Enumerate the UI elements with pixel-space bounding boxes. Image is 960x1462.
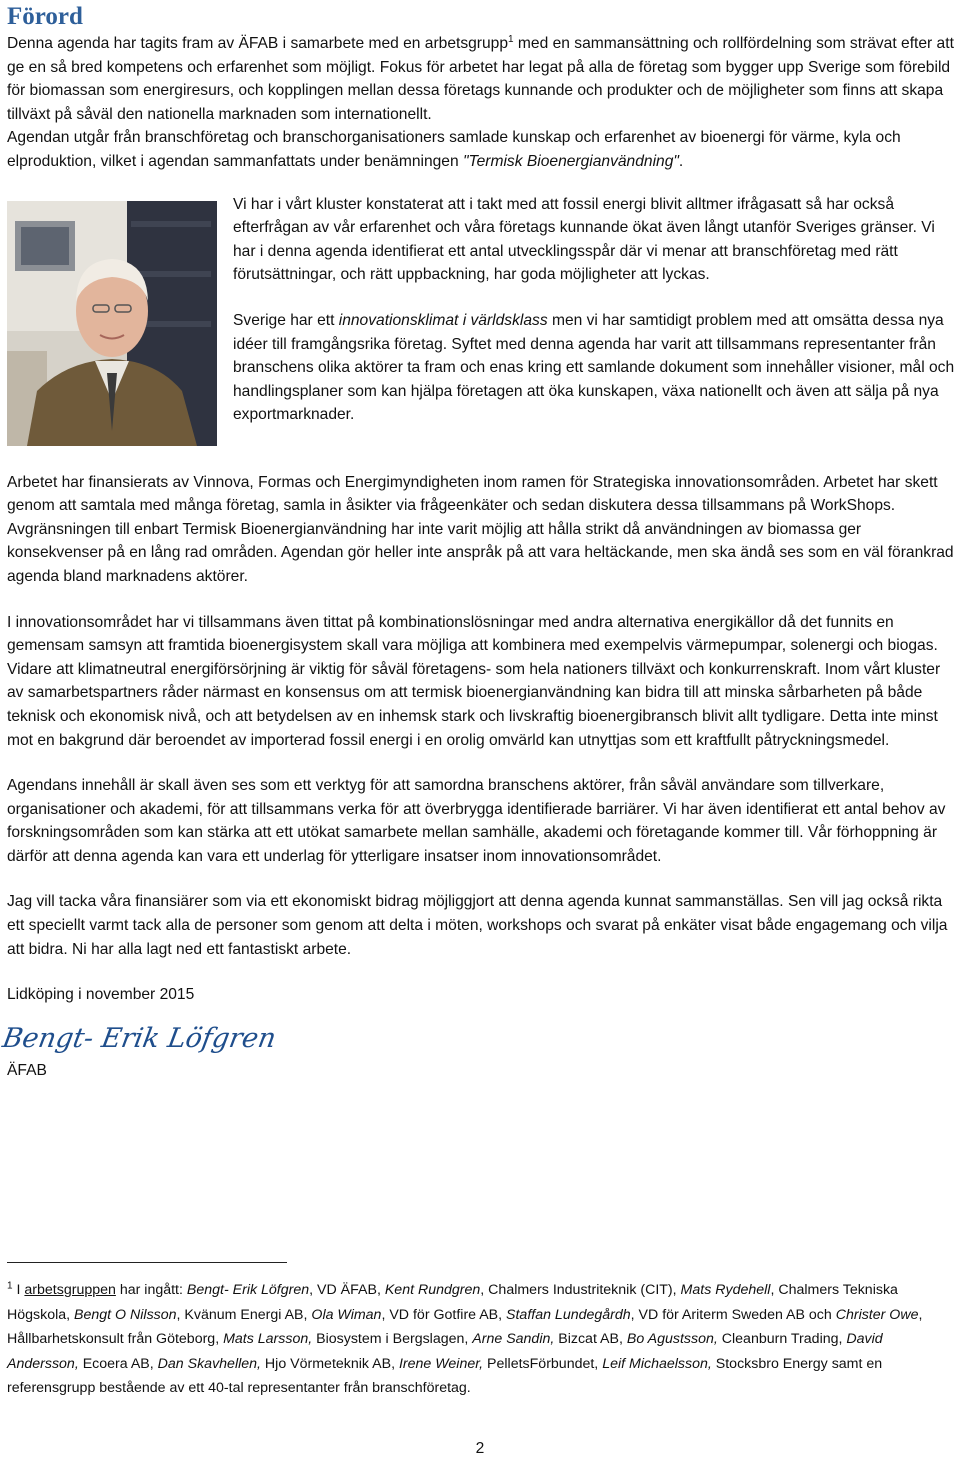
fn-text: , VD ÄFAB, [309,1282,385,1298]
fn-person: David Andersson, [7,1331,883,1372]
fn-text: , Chalmers Industriteknik (CIT), [480,1282,681,1298]
fn-text: Biosystem i Bergslagen, [312,1331,473,1348]
fn-text: Cleanburn Trading, [717,1331,847,1348]
fn-person: Christer Owe [835,1306,919,1323]
fn-person: Bengt O Nilsson [74,1306,177,1323]
climate-emphasis: innovationsklimat i världsklass [338,311,548,329]
fn-text: , VD för Ariterm Sweden AB och [630,1306,836,1323]
fn-text: , VD för Gotfire AB, [381,1306,507,1323]
spacer [7,589,957,611]
fn-person: Mats Rydehell [680,1282,771,1298]
portrait-image [7,201,217,446]
innovation-climate-paragraph [233,309,959,427]
fn-text: PelletsFörbundet, [483,1355,603,1372]
fn-text: Hjo Vörmeteknik AB, [260,1355,399,1372]
signature [0,1015,957,1059]
fn-text: Ecoera AB, [78,1355,158,1372]
intro-text-end: . [678,152,684,170]
fn-person: Bo Agustsson, [626,1331,718,1348]
fn-text: I [16,1282,25,1298]
fn-person: Dan Skavhellen, [157,1355,261,1372]
fn-person: Bengt- Erik Löfgren [186,1282,310,1298]
fn-person: Arne Sandin, [472,1331,555,1348]
place-date: Lidköping i november 2015 [7,986,195,1004]
innovation-area-paragraph: I innovationsområdet har vi tillsammans även tittat på kombinationslösningar med andra alternativa energikällor då det funnits en gemensam samsyn att framtida bioenergisystem skall vara möjliga att kombinera med exempelvis värmepumpar, solenergi och biogas. Vidare att klimatneutral energiförsörjning är viktig för såväl företagens- som hela nationers tillväxt och konkurrenskraft. Inom vårt kluster av samarbetspartners råder närmast en konsensus om att termisk bioenergianvändning kan bidra till att minska sårbarheten på både teknisk och ekonomisk nivå, och att betydelsen av en inhemsk stark och livskraftig bioenergibransch blivit allt tydligare. Detta inte minst mot en bakgrund där beroendet av importerad fossil energi i en orolig omvärld kan utnyttjas som ett kraftfullt påtryckningsmedel. [7,613,941,749]
fn-person: Kent Rundgren [384,1282,481,1298]
spacer [7,868,957,890]
intro-paragraph [7,32,957,126]
footnote-number: 1 [7,1280,13,1292]
fn-person: Leif Michaelsson, [602,1355,712,1372]
author-photo [7,201,217,446]
signature-organisation: ÄFAB [7,1061,47,1079]
intro-text-b: med en sammansättning och rollfördelning som strävat efter att ge en så bred kompetens och erfarenhet som möjligt. Fokus för arbetet har legat på alla de företag som bygger upp Sverige som förebild för biomassan som energiresurs, och kopplingen mellan dessa företags kunnande och produkter och de möjligheter som finns att skapa tillväxt på såväl den nationella marknaden som internationellt. [7,35,954,123]
thanks-paragraph: Jag vill tacka våra finansiärer som via ett ekonomiskt bidrag möjliggjort att denna agenda kunnat sammanställas. Sen vill jag också rikta ett speciellt varmt tack alla de personer som genom att delta i möten, workshops och svarat på enkäter visat både engagemang och vilja att bidra. Ni har alla lagt ned ett fantastiskt arbete. [7,893,948,958]
fn-text: har ingått: [115,1282,187,1298]
fn-text: , Kvänum Energi AB, [176,1306,312,1323]
fn-person: Irene Weiner, [398,1355,484,1372]
intro-paragraph-2 [7,126,957,173]
footnote [7,1278,957,1401]
spacer [233,287,959,309]
fn-text: Bizcat AB, [554,1331,627,1348]
fn-person: Ola Wiman [311,1306,382,1323]
cluster-paragraph: Vi har i vårt kluster konstaterat att i takt med att fossil energi blivit alltmer ifrågasatt så har också efterfrågan av vår erfarenhet och våra företags kunnande ökat även långt utanför Sveriges gränser. Vi har i denna agenda identifierat ett antal utvecklingsspår där vi menar att branschföretag med rätt förutsättningar, och rätt uppbackning, har goda möjligheter att lyckas. [233,195,935,284]
intro-emphasis: "Termisk Bioenergianvändning" [462,152,679,170]
finance-paragraph: Arbetet har finansierats av Vinnova, Formas och Energimyndigheten inom ramen för Strategiska innovationsområden. Arbetet har skett genom att samtala med många företag, samla in åsikter via frågeenkäter och sedan diskutera dessa tillsammans på WorkShops. Avgränsningen till enbart Termisk Bioenergianvändning har inte varit möjlig att hålla strikt då användningen av biomassa ger konsekvenser på en lång rad områden. Agendan gör heller inte anspråk på att vara heltäckande, men ska ändå ses som en väl förankrad agenda bland marknadens aktörer. [7,473,954,585]
footnote-divider [7,1262,287,1263]
intro-text-a: Denna agenda har tagits fram av ÄFAB i samarbete med en arbetsgrupp [7,35,509,52]
fn-text: Stocksbro Energy samt en referensgrupp bestående av ett 40-tal representanter från branschföretag. [7,1355,883,1397]
photo-side-text [233,193,959,427]
fn-person: Staffan Lundegårdh [506,1306,631,1323]
intro-text-c: Agendan utgår från branschföretag och branschorganisationers samlade kunskap och erfarenhet av bioenergi för värme, kyla och elproduktion, vilket i agendan sammanfattats under benämningen [7,129,901,170]
footnote-ref[interactable]: 1 [508,33,514,45]
page-number: 2 [475,1440,485,1457]
spacer [7,752,957,774]
handwritten-signature [0,1015,279,1059]
signature-script: Bengt- Erik Löfgren [0,1023,279,1054]
working-group-link[interactable]: arbetsgruppen [24,1282,116,1298]
photo-section [7,193,957,471]
tool-paragraph: Agendans innehåll är skall även ses som ett verktyg för att samordna branschens aktörer, från såväl användare som tillverkare, organisationer och akademi, för att tillsammans verka för att överbrygga identifierade barriärer. Vi har även identifierat ett antal behov av forskningsområden som kan stärka att ett utökat samarbete mellan samhälle, akademi och företagande kommer till. Vår förhoppning är därför att denna agenda kan vara ett underlag för ytterligare insatser inom innovationsområdet. [7,777,946,865]
spacer [7,961,957,983]
section-heading: Förord [7,3,83,30]
climate-text-b: men vi har samtidigt problem med att omsätta dessa nya idéer till framgångsrika företag. Syftet med denna agenda har varit att tillsammans representanter från branschens olika aktörer ta fram och enas kring ett samlande dokument som innehåller visioner, mål och handlingsplaner som kan hjälpa företagen att öka kunskapen, växa nationellt och även att sälja på nya exportmarknader. [233,311,955,424]
fn-text: , Chalmers Tekniska Högskola, [7,1282,898,1323]
fn-person: Mats Larsson, [223,1331,313,1348]
fn-text: , Hållbarhetskonsult från Göteborg, [7,1306,923,1348]
climate-text-a: Sverige har ett [233,311,339,329]
